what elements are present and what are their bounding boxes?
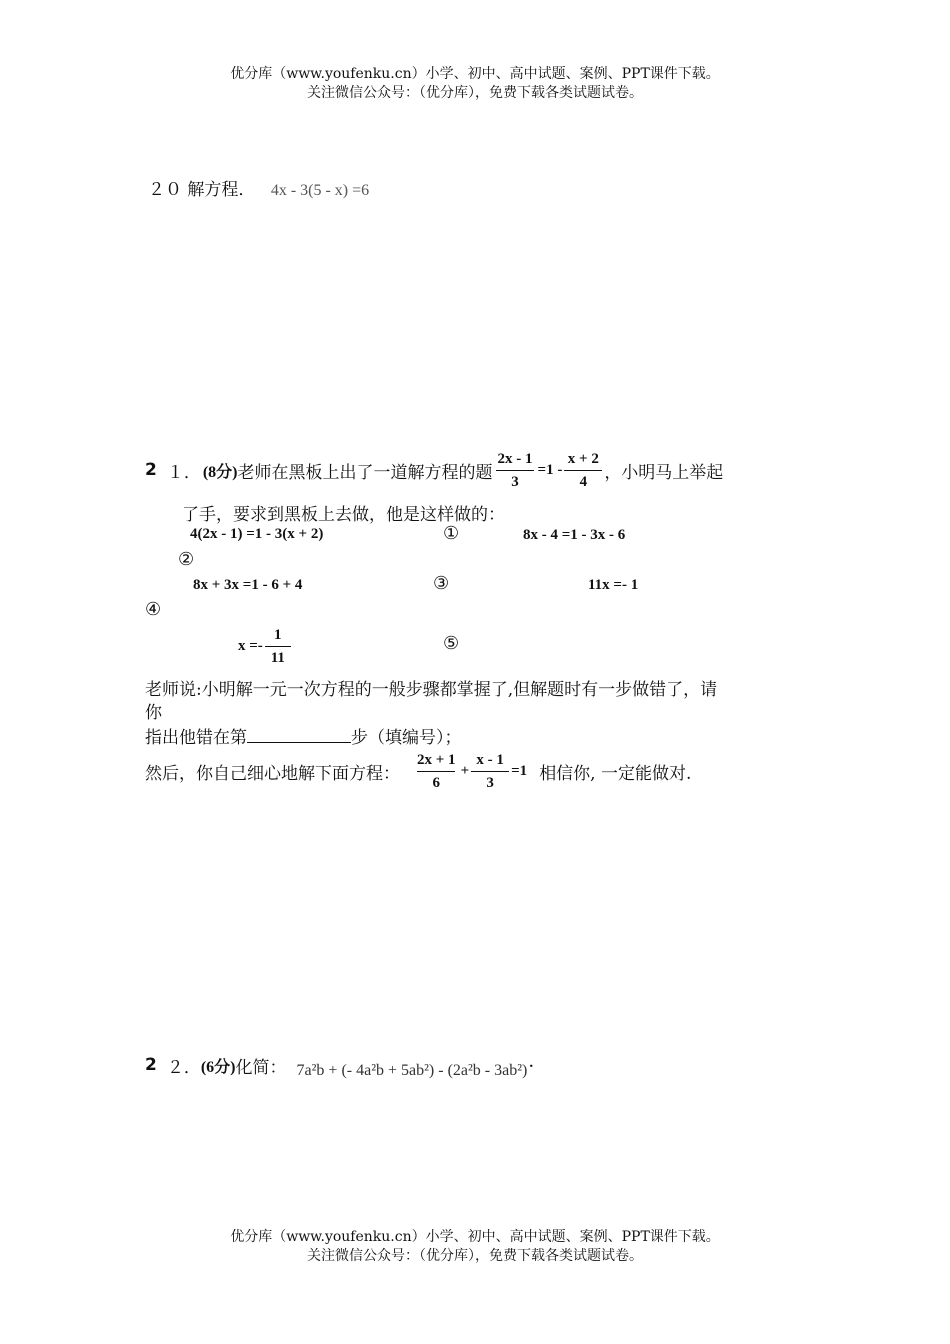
q21-number-rest: １． (166, 462, 201, 483)
q21-step3: 8x + 3x =1 - 6 + 4 (193, 577, 303, 593)
q21-plus: + (460, 762, 470, 779)
q20-equation: 4x - 3(5 - x) =6 (270, 182, 370, 199)
q22-label: 化简： (235, 1057, 287, 1078)
q21-line2: 了手，要求到黑板上去做，他是这样做的： (182, 505, 505, 525)
q21-mark1: ① (443, 523, 460, 544)
question-21-line1 (145, 450, 723, 490)
q21-step5-numerator: 1 (274, 627, 282, 643)
q21-step5-lhs: x =- (238, 638, 263, 654)
q21-frac2-numerator: x + 2 (567, 450, 599, 467)
q22-number-big: 2 (145, 1055, 157, 1075)
q21-then: 然后，你自己细心地解下面方程： (145, 763, 400, 784)
q21-frac4-numerator: x - 1 (476, 751, 504, 768)
q21-fraction-3 (414, 751, 459, 792)
q21-frac3-numerator: 2x + 1 (417, 751, 456, 768)
q21-teacher-line1b: 你 (145, 703, 162, 723)
page-footer-line1: 优分库（www.youfenku.cn）小学、初中、高中试题、案例、PPT课件下载。 (230, 1229, 720, 1245)
q21-mark2: ② (178, 549, 195, 570)
q22-score: (6分) (200, 1058, 236, 1076)
q21-step4: 11x =- 1 (588, 577, 639, 593)
q21-eq1: =1 (511, 762, 528, 779)
q21-mark3: ③ (433, 573, 450, 594)
q21-fraction-2 (564, 450, 602, 491)
q21-number-big: 2 (145, 460, 157, 480)
q21-fraction-4 (471, 751, 509, 792)
q20-label: 解方程． (187, 180, 256, 200)
q21-step2: 8x - 4 =1 - 3x - 6 (523, 527, 626, 543)
q21-step1: 4(2x - 1) =1 - 3(x + 2) (190, 526, 324, 542)
q21-mark4: ④ (145, 599, 162, 620)
q21-teacher-line2 (145, 723, 462, 748)
q21-frac4-denominator: 3 (471, 771, 509, 792)
q22-number-rest: ２． (166, 1057, 201, 1078)
q21-score: (8分) (202, 463, 238, 481)
question-20 (148, 175, 369, 200)
q21-teacher-line2b: 步（填编号）； (351, 728, 462, 748)
question-22 (145, 1045, 533, 1085)
q21-step5 (238, 626, 293, 667)
q21-frac3-denominator: 6 (417, 771, 455, 792)
q21-step5-fraction (265, 626, 291, 667)
q22-end: . (529, 1054, 534, 1071)
q21-teacher-line2a: 指出他错在第 (145, 728, 247, 748)
q20-number: ２０ (148, 180, 182, 200)
q21-intro: 老师在黑板上出了一道解方程的题 (237, 462, 493, 483)
q21-frac1-numerator: 2x - 1 (497, 450, 533, 467)
q21-frac1-denominator: 3 (496, 470, 534, 491)
q21-teacher-line1: 老师说:小明解一元一次方程的一般步骤都掌握了,但解题时有一步做错了，请 (145, 680, 718, 700)
q21-trust: 相信你, 一定能做对. (539, 763, 692, 784)
q21-after: ，小明马上举起 (604, 462, 724, 483)
page-header-line2: 关注微信公众号：（优分库），免费下载各类试题试卷。 (307, 85, 643, 101)
q21-mark5: ⑤ (443, 633, 460, 654)
page-footer-line2: 关注微信公众号：（优分库），免费下载各类试题试卷。 (307, 1248, 643, 1264)
q21-frac2-denominator: 4 (564, 470, 602, 491)
page-header-line1: 优分库（www.youfenku.cn）小学、初中、高中试题、案例、PPT课件下载。 (230, 66, 720, 82)
q22-expression: 7a²b + (- 4a²b + 5ab²) - (2a²b - 3ab²) (296, 1062, 528, 1079)
q21-answer-blank[interactable] (247, 726, 351, 743)
q21-equation-line (145, 748, 691, 794)
q21-step5-denominator: 11 (265, 646, 291, 667)
q21-mid: =1 - (537, 461, 563, 478)
q21-fraction-1 (495, 450, 536, 491)
